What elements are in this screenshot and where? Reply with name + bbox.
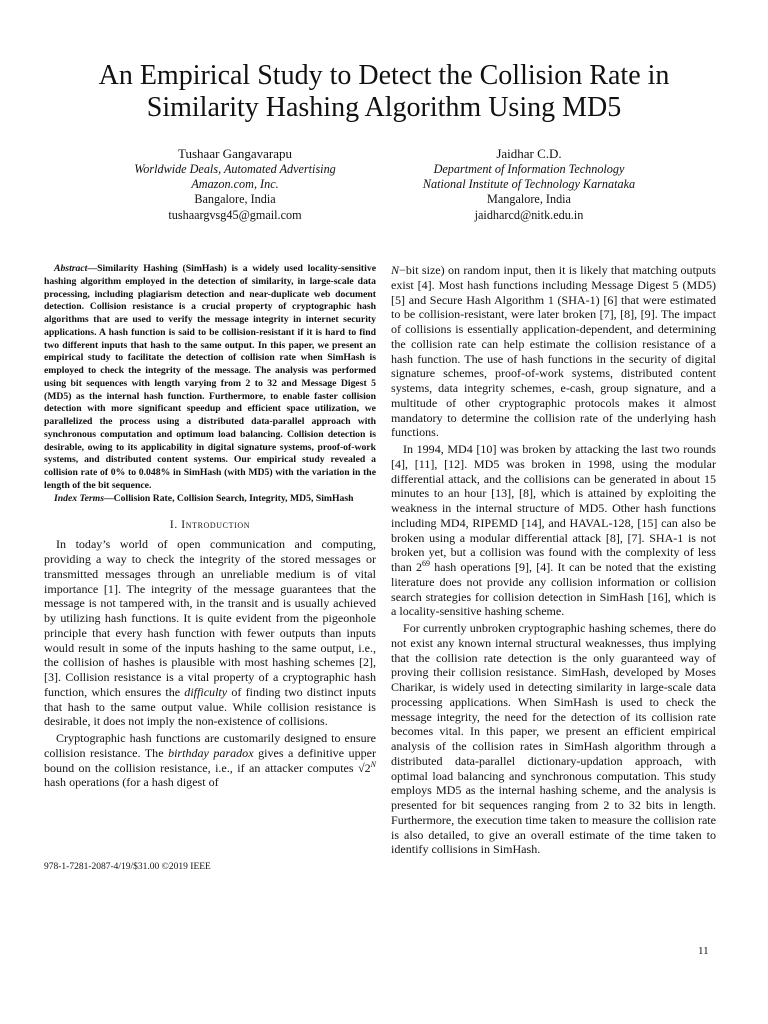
author-location: Bangalore, India [194, 192, 276, 207]
intro-paragraph-continued [391, 263, 716, 440]
math-symbol: N [391, 263, 400, 277]
superscript: N [370, 759, 376, 769]
abstract [44, 263, 376, 493]
paragraph-text: hash operations (for a hash digest of [44, 775, 219, 790]
author-email: tushaargvsg45@gmail.com [168, 207, 302, 222]
emphasis: birthday paradox [168, 745, 254, 760]
author-affiliation: Worldwide Deals, Automated Advertising [134, 162, 336, 176]
right-column [391, 263, 716, 857]
intro-paragraph-1 [44, 537, 376, 729]
paragraph-text: Cryptographic hash functions are customarily designed to ensure collision resistance. The [44, 731, 376, 760]
author-location: Mangalore, India [487, 192, 571, 207]
index-terms-text: —Collision Rate, Collision Search, Integrity, MD5, SimHash [103, 492, 354, 504]
author-email: jaidharcd@nitk.edu.in [474, 207, 584, 222]
author-name: Tushaar Gangavarapu [178, 146, 292, 161]
author-name: Jaidhar C.D. [496, 146, 562, 161]
paragraph-text: In 1994, MD4 [10] was broken by attacking the last two rounds [4], [11], [12]. MD5 was broken in 1998, using the modular differential attack, and the collisions can be generated in about 15 minutes to an hour [13], [8], which is attained by exploiting the weakness in the internal structure of MD5. Other hash functions including MD4, RIPEMD [14], and HAVAL-128, [15] can also be broken using a modular differential attack [8], [7]. SHA-1 is not broken yet, but a collision was found with the complexity of less than 2 [391, 442, 716, 574]
intro-paragraph-2 [44, 731, 376, 790]
left-column [44, 263, 376, 790]
copyright-footer: 978-1-7281-2087-4/19/$31.00 ©2019 IEEE [44, 862, 211, 872]
intro-paragraph-4 [391, 621, 716, 857]
paragraph-text: of finding two distinct inputs that hash to the same output value. While collision resistance is desirable, it does not imply the non-existence of collisions. [44, 684, 377, 729]
author-affiliation: Department of Information Technology [433, 162, 625, 176]
paragraph-text: In today’s world of open communication and computing, providing a way to check the integrity of the stored messages or transmitted messages through an unreliable medium is of vital importance [1]. The integrity of the message guarantees that the message is not tampered with, in the transit and is usually achieved by utilizing hash functions. It is quite evident from the pigeonhole principle that every hash function with fewer outputs than inputs would result in some of the inputs hashing to the same output, i.e., the collision of hashes is plausible with most hashing schemes [2], [3]. Collision resistance is a vital property of a cryptographic hash function, which ensures the [44, 537, 376, 699]
section-title: Introduction [181, 519, 251, 532]
intro-paragraph-3 [391, 442, 716, 619]
section-numeral: I. [169, 519, 178, 532]
paragraph-text: gives a definitive upper bound on the collision resistance, i.e., if an attacker computes √2 [44, 745, 376, 775]
emphasis: difficulty [184, 684, 228, 699]
author-block-2 [384, 146, 674, 223]
superscript: 69 [422, 558, 430, 568]
author-affiliation: National Institute of Technology Karnataka [422, 177, 636, 192]
paper-title: An Empirical Study to Detect the Collision Rate in Similarity Hashing Algorithm Using MD5 [98, 60, 670, 123]
abstract-text: —Similarity Hashing (SimHash) is a widely used locality-sensitive hashing algorithm employed in the detection of similarity, in large-scale data processing, including plagiarism detection and near-duplicate web document detection. Collision resistance is a crucial property of cryptographic hash algorithms that are used to verify the message integrity in internet security applications. A hash function is said to be collision-resistant if it is hard to find two different inputs that hash to the same output. In this paper, we present an empirical study to facilitate the detection of collision rate when SimHash is employed to check the integrity of the message. The analysis was performed using bit sequences with length varying from 2 to 32 and Message Digest 5 (MD5) as the internal hash function. Furthermore, to enable faster collision detection with more significant speedup and efficient space utilization, we parallelized the process using a distributed data-parallel approach with synchronous computation and optimum load balancing. Collision detection is desirable, owing to its applicability in digital signature systems, proof-of-work systems, and distributed content systems. Our empirical study revealed a collision rate of 0% to 0.048% in SimHash (with MD5) with the variation in the length of the bit sequence. [44, 263, 376, 491]
section-heading [44, 519, 376, 531]
paragraph-text: hash operations [9], [4]. It can be noted that the existing literature does not provide any collision information or collision search strategies for collision detection in SimHash [16], which is a locality-sensitive hashing scheme. [391, 560, 717, 619]
paragraph-text: −bit size) on random input, then it is likely that matching outputs exist [4]. Most hash functions including Message Digest 5 (MD5) [5] and Secure Hash Algorithm 1 (SHA-1) [6] that were estimated to be collision-resistant, were later broken [7], [8], [9]. The impact of collisions is essentially application-dependent, and determining the collision rate can help estimate the collision resistance of a hash function. The use of hash functions in the security of digital signature schemes, proof-of-work systems, distributed content systems, data integrity schemes, e-cash, group signature, and a multitude of other cryptographic protocols makes it almost mandatory to determine the collision rate of the underlying hash functions. [391, 263, 716, 440]
author-affiliation: Amazon.com, Inc. [191, 177, 279, 192]
index-terms [44, 493, 376, 506]
author-block-1 [90, 146, 380, 223]
index-terms-label: Index Terms [54, 492, 104, 504]
paragraph-text: For currently unbroken cryptographic hashing schemes, there do not exist any known internal structural weaknesses, thus implying that the collision rate detection is the only guaranteed way of proving their collision resistance. SimHash, developed by Moses Charikar, is widely used in detecting similarity in large-scale data processing applications. When SimHash is used to check the message integrity, the need for the detection of its collision rate becomes vital. In this paper, we present an efficient empirical analysis of the collision rates in SimHash algorithm through a distributed data-parallel dictionary-updation approach, with optimal load balancing and synchronous computation. This study employs MD5 as the internal hashing scheme, and the analysis is presented for bit sequences ranging from 2 to 32 bits in length. Furthermore, the execution time taken to measure the collision rate is also detailed, to give an overall estimate of the time taken to identify collisions in SimHash. [391, 621, 716, 857]
page-number: 11 [698, 945, 709, 957]
abstract-label: Abstract [54, 263, 88, 274]
